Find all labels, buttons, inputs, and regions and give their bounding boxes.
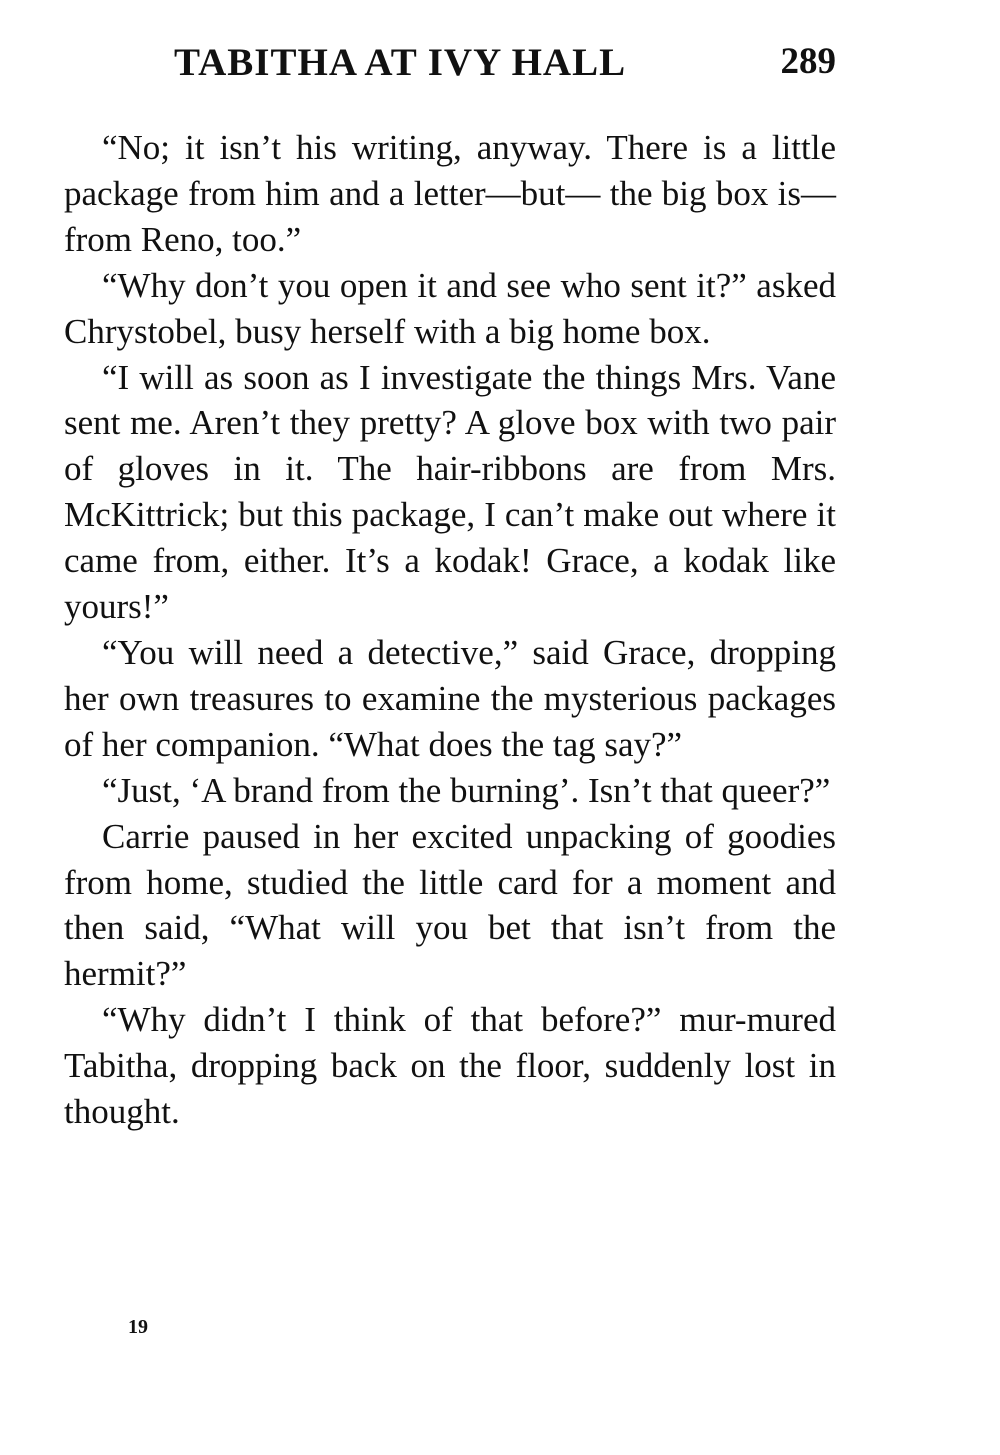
paragraph: “No; it isn’t his writing, anyway. There is a little package from him and a letter—but— the big box is—from Reno, too.”: [64, 128, 836, 259]
running-header: [64, 40, 836, 86]
paragraph: “I will as soon as I investigate the things Mrs. Vane sent me. Aren’t they pretty? A glove box with two pair of gloves in it. The hair-ribbons are from Mrs. McKittrick; but this package, I can’t make out where it came from, either. It’s a kodak! Grace, a kodak like yours!”: [64, 357, 836, 627]
paragraph: Carrie paused in her excited unpacking of goodies from home, studied the little card for a moment and then said, “What will you bet that isn’t from the hermit?”: [64, 816, 836, 994]
body-text: [64, 125, 836, 1135]
paragraph: “Why didn’t I think of that before?” mur-mured Tabitha, dropping back on the floor, suddenly lost in thought.: [64, 1000, 836, 1132]
paragraph: “Just, ‘A brand from the burning’. Isn’t that queer?”: [102, 770, 831, 810]
paragraph: “Why don’t you open it and see who sent it?” asked Chrystobel, busy herself with a big home box.: [64, 265, 836, 351]
signature-mark: 19: [128, 1316, 148, 1338]
page-number: 289: [780, 41, 836, 82]
running-title: TABITHA AT IVY HALL: [174, 41, 627, 84]
paragraph: “You will need a detective,” said Grace, dropping her own treasures to examine the mysterious packages of her companion. “What does the tag say?”: [64, 632, 836, 764]
